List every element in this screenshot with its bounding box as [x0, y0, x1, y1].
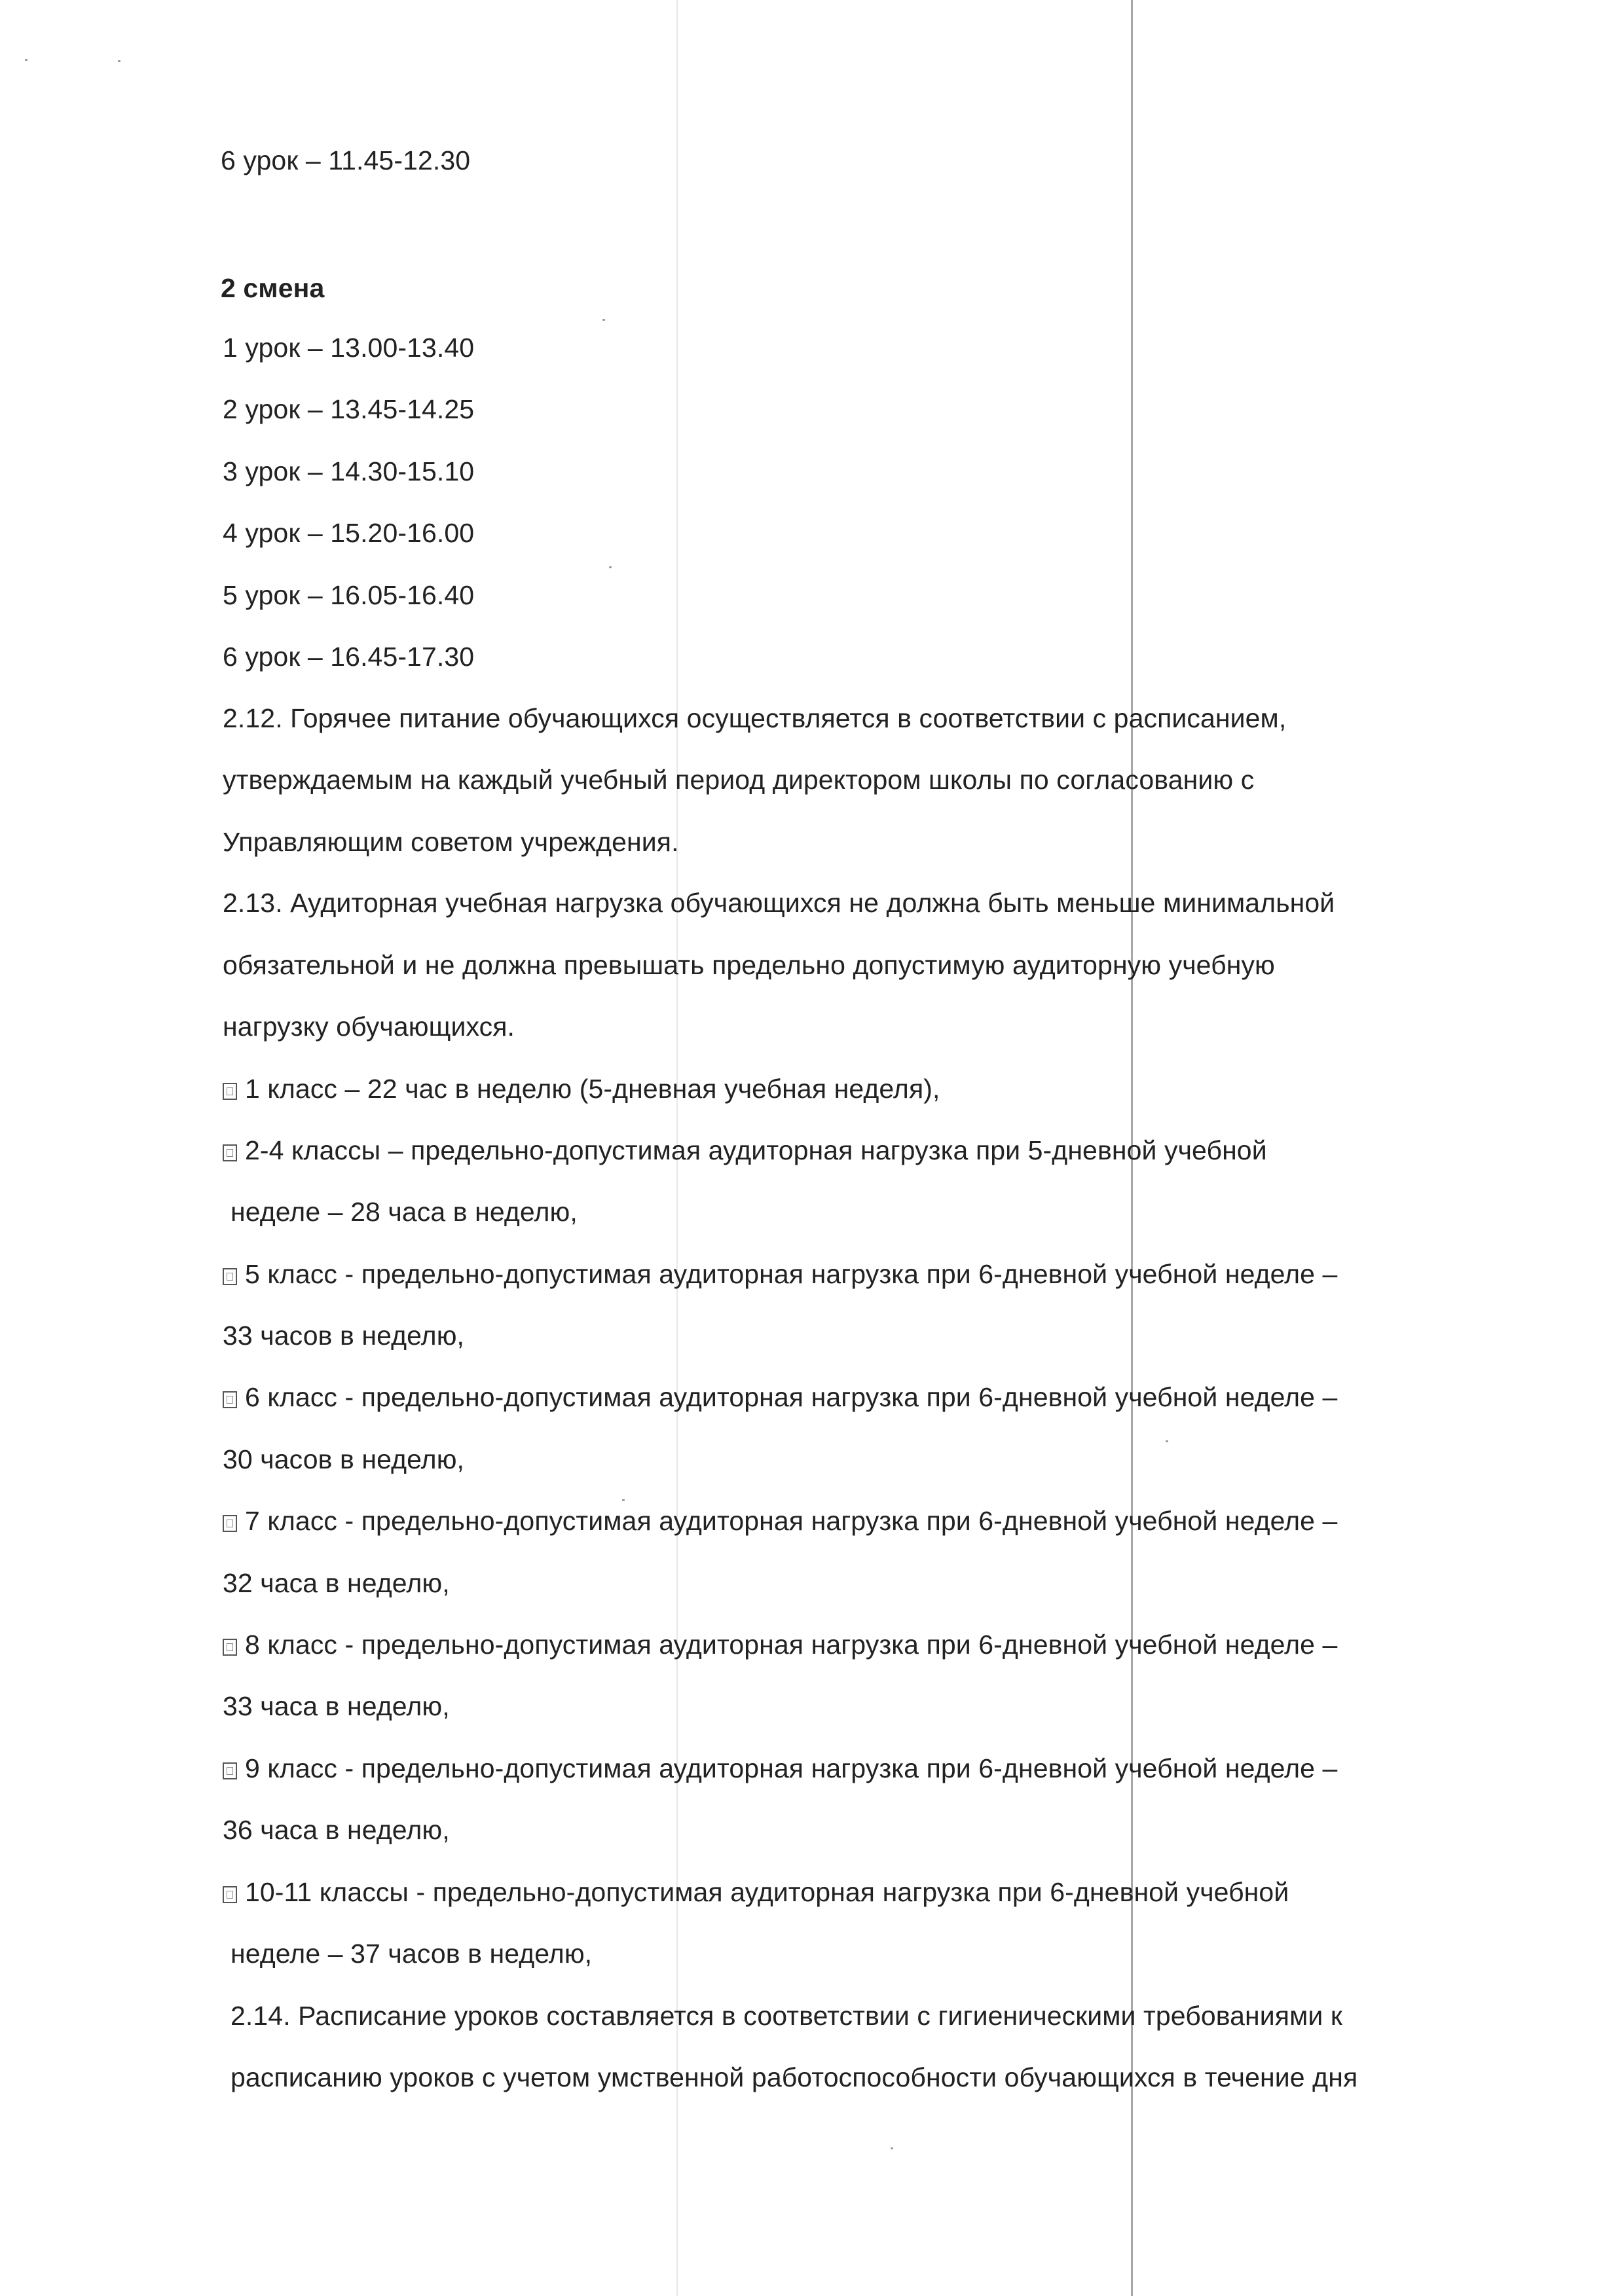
missing-glyph-bullet-icon	[223, 1268, 237, 1285]
bullet-item	[223, 1258, 1337, 1290]
bullet-continuation: неделе – 28 часа в неделю,	[231, 1197, 578, 1227]
missing-glyph-bullet-icon	[223, 1639, 237, 1656]
missing-glyph-bullet-icon	[223, 1762, 237, 1779]
bullet-text: 8 класс - предельно-допустимая аудиторная нагрузка при 6-дневной учебной неделе –	[245, 1630, 1338, 1660]
scan-speck	[25, 59, 28, 61]
bullet-continuation: 33 часа в неделю,	[223, 1691, 450, 1721]
lesson-line: 2 урок – 13.45-14.25	[223, 394, 475, 424]
bullet-text: 9 класс - предельно-допустимая аудиторная нагрузка при 6-дневной учебной неделе –	[245, 1753, 1338, 1783]
bullet-text: 1 класс – 22 час в неделю (5-дневная учебная неделя),	[245, 1074, 940, 1104]
paragraph-2-13-line: обязательной и не должна превышать предельно допустимую аудиторную учебную	[223, 950, 1275, 980]
bullet-item	[223, 1876, 1289, 1908]
bullet-item	[223, 1753, 1337, 1784]
lesson-line: 5 урок – 16.05-16.40	[223, 580, 475, 610]
lesson-line: 6 урок – 16.45-17.30	[223, 642, 475, 672]
missing-glyph-bullet-icon	[223, 1886, 237, 1903]
bullet-continuation: 36 часа в неделю,	[223, 1815, 450, 1845]
bullet-text: 6 класс - предельно-допустимая аудиторная нагрузка при 6-дневной учебной неделе –	[245, 1382, 1338, 1412]
bullet-text: 10-11 классы - предельно-допустимая аудиторная нагрузка при 6-дневной учебной	[245, 1877, 1289, 1907]
bullet-item	[223, 1505, 1337, 1537]
missing-glyph-bullet-icon	[223, 1083, 237, 1100]
paragraph-2-14-line: 2.14. Расписание уроков составляется в соответствии с гигиеническими требованиями к	[231, 2001, 1342, 2031]
paragraph-2-12-line: утверждаемым на каждый учебный период директором школы по согласованию с	[223, 765, 1255, 795]
scan-speck	[1166, 1440, 1168, 1442]
missing-glyph-bullet-icon	[223, 1515, 237, 1532]
bullet-item	[223, 1135, 1267, 1166]
bullet-text: 2-4 классы – предельно-допустимая аудиторная нагрузка при 5-дневной учебной	[245, 1135, 1267, 1165]
scan-speck	[602, 319, 605, 321]
bullet-item	[223, 1073, 940, 1104]
paragraph-2-14-line: расписанию уроков с учетом умственной работоспособности обучающихся в течение дня	[231, 2062, 1358, 2092]
paragraph-2-13-line: нагрузку обучающихся.	[223, 1011, 515, 1042]
scan-speck	[622, 1499, 625, 1501]
paragraph-2-13-line: 2.13. Аудиторная учебная нагрузка обучающихся не должна быть меньше минимальной	[223, 888, 1335, 918]
missing-glyph-bullet-icon	[223, 1391, 237, 1408]
scan-speck	[118, 60, 120, 62]
bullet-continuation: 30 часов в неделю,	[223, 1444, 465, 1474]
bullet-item	[223, 1629, 1337, 1660]
section-heading-shift-2: 2 смена	[221, 273, 325, 303]
scan-speck	[609, 566, 612, 568]
lesson-line: 6 урок – 11.45-12.30	[221, 145, 471, 175]
missing-glyph-bullet-icon	[223, 1144, 237, 1161]
scan-speck	[891, 2147, 893, 2149]
lesson-line: 4 урок – 15.20-16.00	[223, 518, 475, 548]
bullet-continuation: 32 часа в неделю,	[223, 1568, 450, 1598]
paragraph-2-12-line: Управляющим советом учреждения.	[223, 827, 679, 857]
bullet-text: 5 класс - предельно-допустимая аудиторная нагрузка при 6-дневной учебной неделе –	[245, 1259, 1338, 1289]
lesson-line: 3 урок – 14.30-15.10	[223, 456, 475, 486]
bullet-text: 7 класс - предельно-допустимая аудиторная нагрузка при 6-дневной учебной неделе –	[245, 1506, 1338, 1536]
bullet-continuation: 33 часов в неделю,	[223, 1321, 465, 1351]
paragraph-2-12-line: 2.12. Горячее питание обучающихся осуществляется в соответствии с расписанием,	[223, 703, 1287, 733]
lesson-line: 1 урок – 13.00-13.40	[223, 333, 475, 363]
bullet-item	[223, 1381, 1337, 1413]
bullet-continuation: неделе – 37 часов в неделю,	[231, 1939, 593, 1969]
